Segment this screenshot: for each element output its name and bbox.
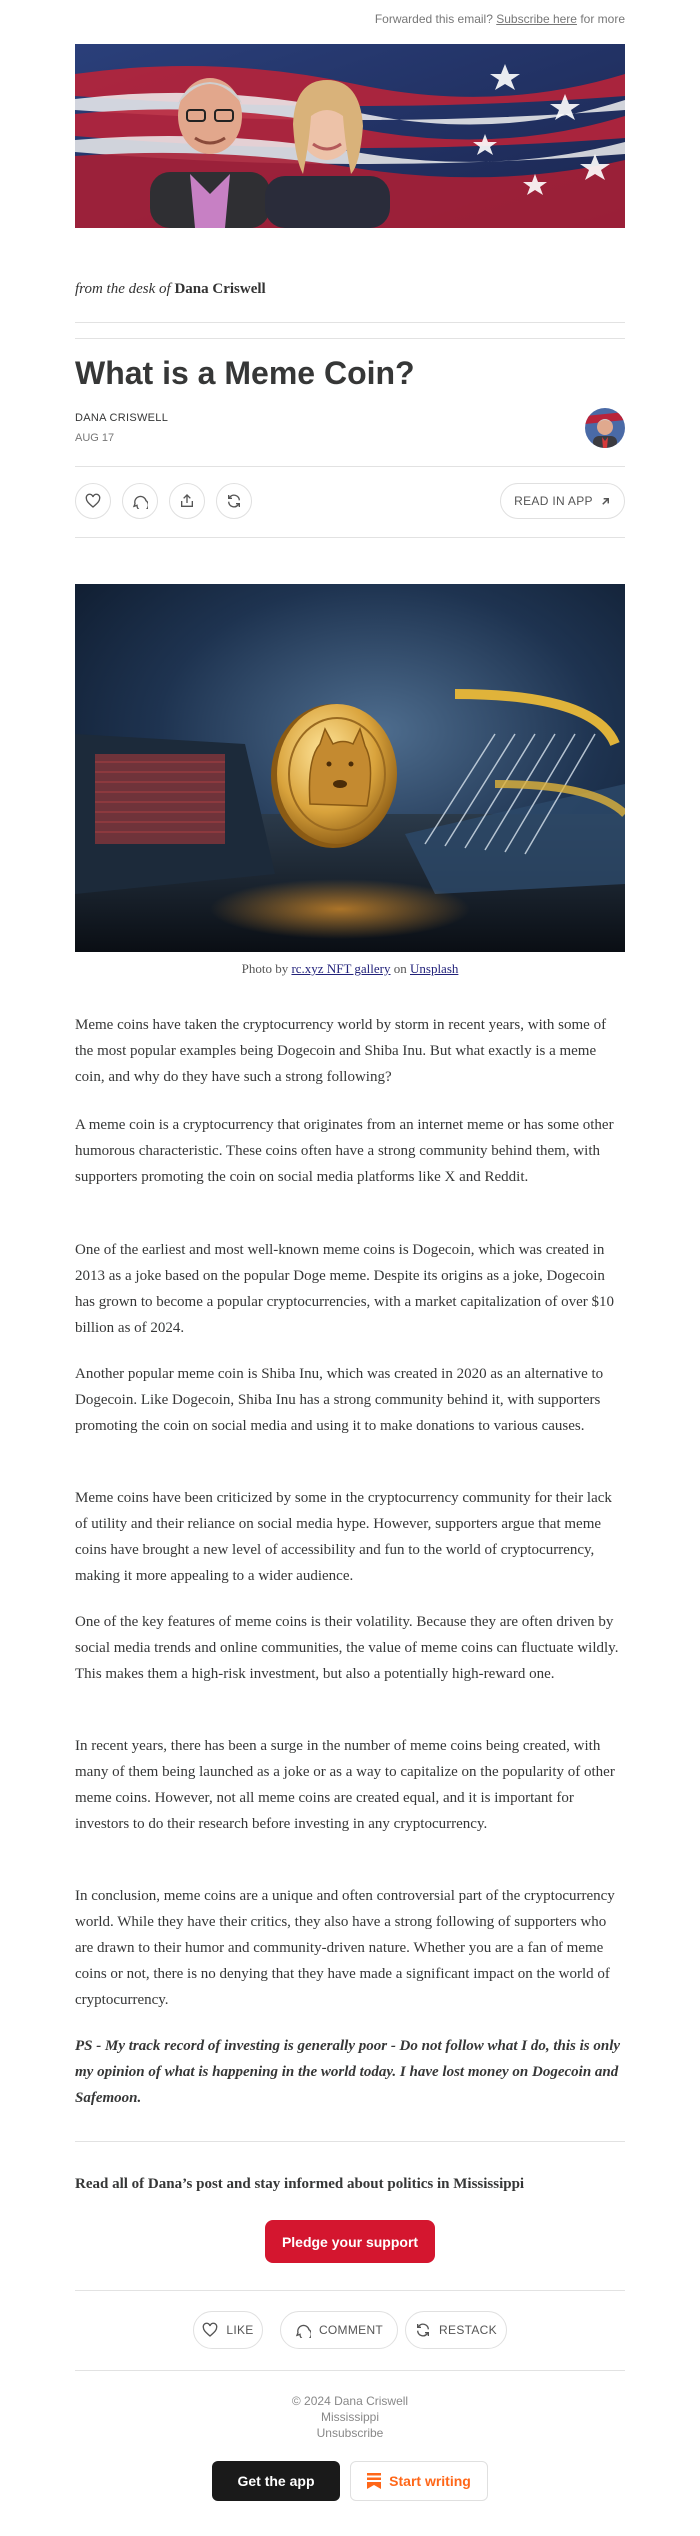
comment-pill-button[interactable]	[280, 2311, 398, 2349]
divider	[75, 2290, 625, 2291]
comment-icon	[132, 493, 148, 509]
restack-button[interactable]	[216, 483, 252, 519]
forwarded-text: Forwarded this email?	[374, 12, 493, 26]
divider	[75, 2141, 625, 2142]
post-date: AUG 17	[75, 432, 115, 444]
post-title[interactable]: What is a Meme Coin?	[75, 355, 415, 391]
restack-pill-button[interactable]	[405, 2311, 507, 2349]
like-button[interactable]	[75, 483, 111, 519]
start-writing-button[interactable]	[350, 2461, 488, 2501]
body-paragraph: Another popular meme coin is Shiba Inu, which was created in 2020 as an alternative to Dogecoin. Like Dogecoin, Shiba Inu has a strong community behind it, with supporters promoting the coin on social media and using it to make donations to various causes.	[75, 1366, 604, 1434]
post-author[interactable]: DANA CRISWELL	[75, 412, 169, 424]
divider	[75, 2370, 625, 2371]
body-paragraph: In recent years, there has been a surge in the number of meme coins being created, with many of them being launched as a joke or as a way to capitalize on the popularity of other meme coins. However, not all meme coins are created equal, and it is important for investors to do their research before investing in any cryptocurrency.	[75, 1738, 615, 1832]
body-paragraph: In conclusion, meme coins are a unique and often controversial part of the cryptocurrency world. While they have their critics, they also have a strong following of supporters who are drawn to their humor and community-driven nature. Whether you are a fan of meme coins or not, there is no denying that they have made a significant impact on the world of cryptocurrency.	[75, 1888, 615, 2008]
unsubscribe-link[interactable]: Unsubscribe	[316, 2426, 384, 2440]
comment-icon	[295, 2322, 311, 2338]
pledge-support-button[interactable]: Pledge your support	[265, 2220, 435, 2263]
share-icon	[179, 493, 195, 509]
ps-note: PS - My track record of investing is generally poor - Do not follow what I do, this is only my opinion of what is happening in the world today. I have lost money on Dogecoin and Safemoon.	[75, 2038, 621, 2106]
author-avatar[interactable]	[585, 408, 625, 448]
footer-location: Mississippi	[320, 2410, 379, 2424]
publication-byline	[75, 281, 266, 298]
start-writing-label: Start writing	[389, 2473, 471, 2489]
restack-icon	[226, 493, 242, 509]
divider	[75, 466, 625, 467]
arrow-up-right-icon	[600, 496, 611, 507]
footer-unsubscribe-row	[75, 2426, 625, 2440]
caption-prefix: Photo by	[241, 961, 289, 976]
subscribe-link[interactable]: Subscribe here	[496, 12, 577, 26]
restack-icon	[415, 2322, 431, 2338]
divider	[75, 537, 625, 538]
heart-icon	[202, 2322, 218, 2338]
footer-copyright: © 2024 Dana Criswell	[291, 2394, 409, 2408]
heart-icon	[85, 493, 101, 509]
forwarded-notice	[75, 12, 625, 26]
desk-name[interactable]: Dana Criswell	[174, 281, 266, 297]
restack-label: RESTACK	[439, 2323, 497, 2337]
photographer-link[interactable]: rc.xyz NFT gallery	[291, 961, 391, 976]
like-pill-button[interactable]	[193, 2311, 263, 2349]
forwarded-suffix: for more	[580, 12, 625, 26]
photo-caption	[75, 961, 625, 977]
body-paragraph: One of the key features of meme coins is their volatility. Because they are often driven by social media trends and online communities, the value of meme coins can fluctuate wildly. This makes them a high-risk investment, but also a potentially high-reward one.	[75, 1614, 619, 1682]
header-banner-image	[75, 44, 625, 228]
divider	[75, 322, 625, 323]
read-in-app-label: READ IN APP	[514, 494, 593, 508]
body-paragraph: One of the earliest and most well-known meme coins is Dogecoin, which was created in 2013 as a joke based on the popular Doge meme. Despite its origins as a joke, Dogecoin has grown to become a popular cryptocurrencies, with a market capitalization of over $10 billion as of 2024.	[75, 1242, 614, 1336]
divider	[75, 338, 625, 339]
body-paragraph: A meme coin is a cryptocurrency that originates from an internet meme or has some other humorous characteristic. These coins often have a strong community behind them, with supporters promoting the coin on social media platforms like X and Reddit.	[75, 1117, 614, 1185]
dogecoin-photo	[75, 584, 625, 952]
body-paragraph: Meme coins have taken the cryptocurrency world by storm in recent years, with some of the most popular examples being Dogecoin and Shiba Inu. But what exactly is a meme coin, and why do they have such a strong following?	[75, 1017, 607, 1085]
share-button[interactable]	[169, 483, 205, 519]
get-the-app-button[interactable]: Get the app	[212, 2461, 340, 2501]
caption-middle: on	[393, 961, 407, 976]
like-label: LIKE	[226, 2323, 254, 2337]
read-in-app-button[interactable]	[500, 483, 625, 519]
substack-logo-icon	[367, 2473, 381, 2489]
subscribe-cta-heading: Read all of Dana’s post and stay informed about politics in Mississippi	[75, 2176, 525, 2192]
comment-button[interactable]	[122, 483, 158, 519]
desk-prefix: from the desk of	[75, 281, 171, 297]
comment-label: COMMENT	[318, 2323, 384, 2337]
unsplash-link[interactable]: Unsplash	[410, 961, 459, 976]
body-paragraph: Meme coins have been criticized by some in the cryptocurrency community for their lack of utility and their reliance on social media hype. However, supporters argue that meme coins have brought a new level of accessibility and fun to the world of cryptocurrency, making it more appealing to a wider audience.	[75, 1490, 612, 1584]
